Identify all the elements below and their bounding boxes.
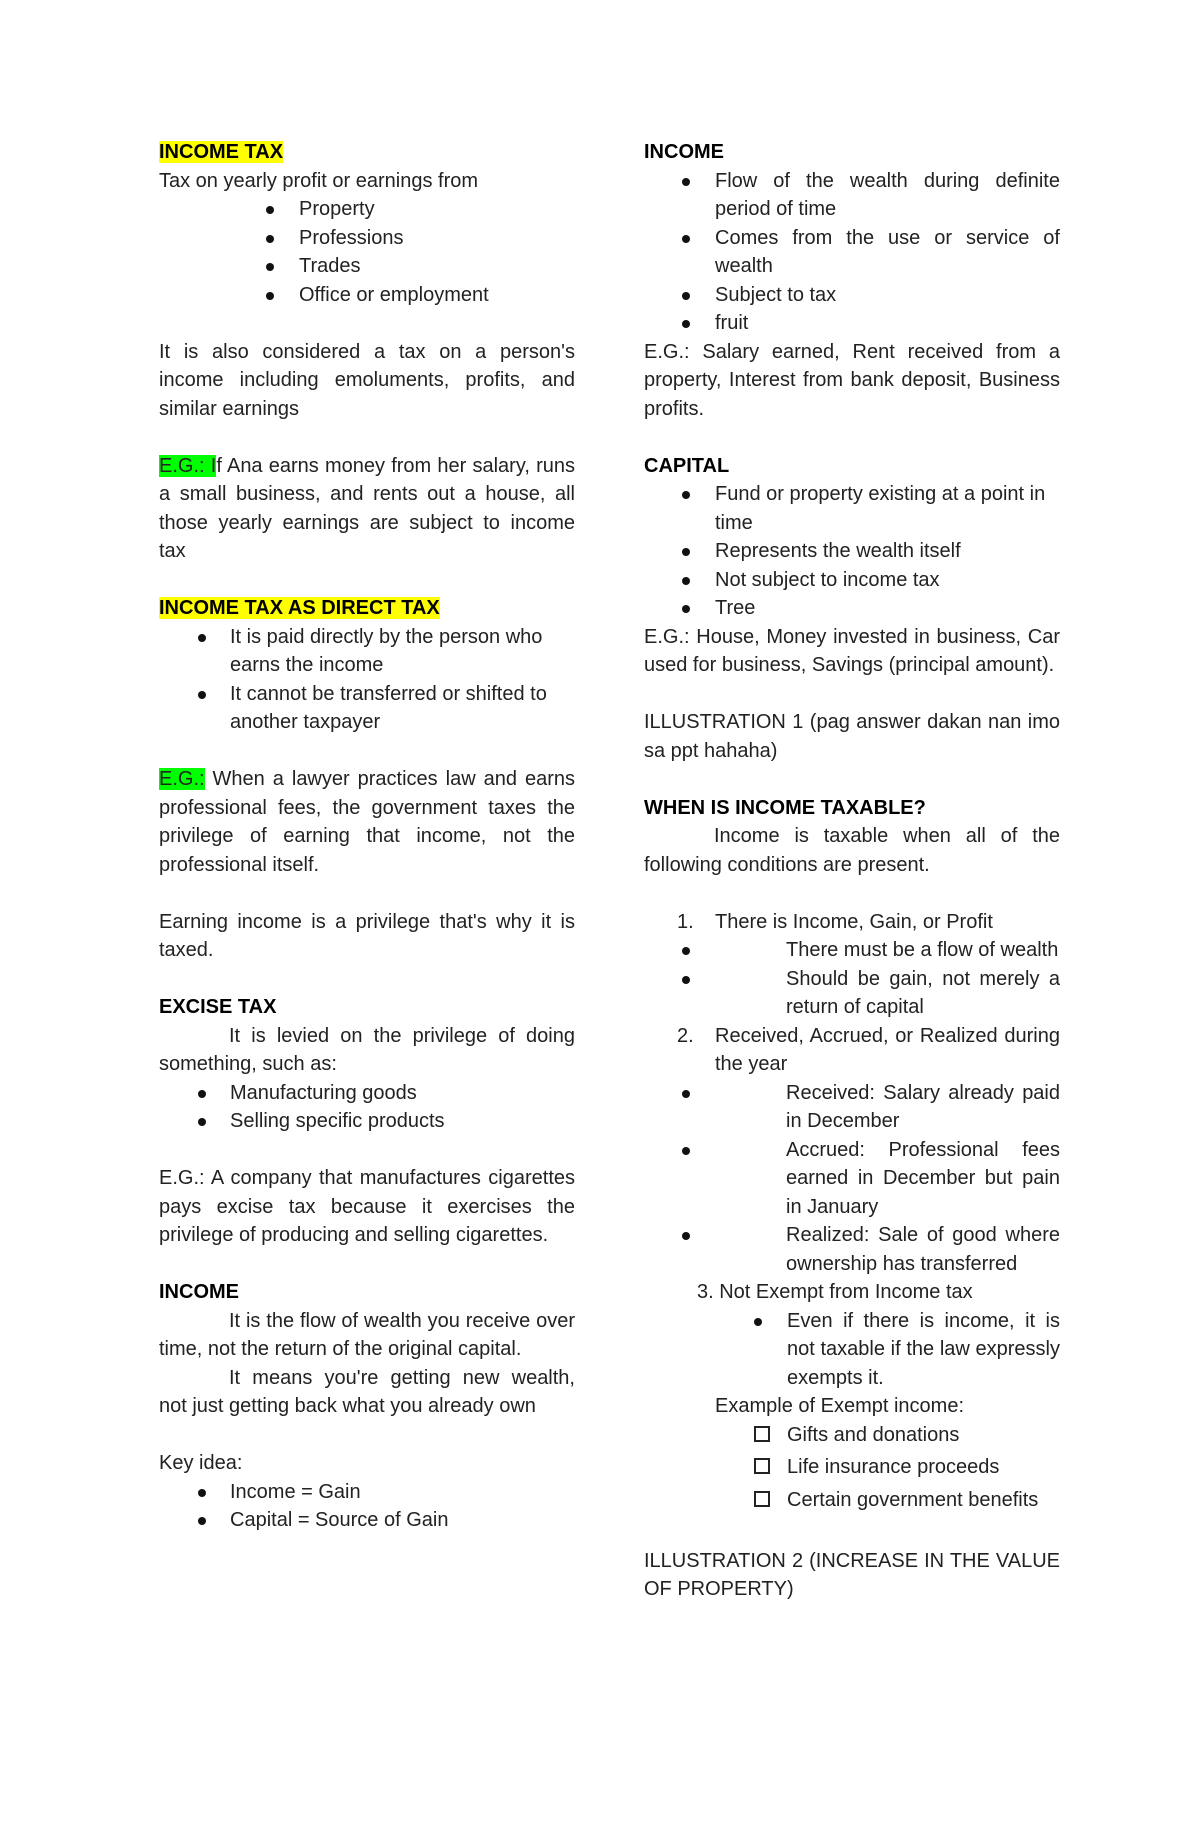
checkbox-icon [754,1426,770,1442]
list-item: Comes from the use or service of wealth [644,224,1060,281]
list-item: Office or employment [159,281,575,310]
example-paragraph: E.G.: When a lawyer practices law and earns professional fees, the government taxes the privilege of earning that income, not the professional itself. [159,768,575,876]
list-item: Income = Gain [159,1478,575,1507]
bullet-list [644,1079,1060,1279]
list-item: Accrued: Professional fees earned in December but pain in January [644,1136,1060,1222]
example-label: E.G.: [159,768,205,790]
list-item: Manufacturing goods [159,1079,575,1108]
bullet-list [159,195,575,309]
checkbox-icon [754,1458,770,1474]
condition-item: 3. Not Exempt from Income tax [697,1281,973,1303]
section-heading: EXCISE TAX [159,996,277,1018]
list-item: Trades [159,252,575,281]
checkbox-item: Life insurance proceeds [644,1453,1060,1482]
list-item: It is paid directly by the person who earns the income [159,623,575,680]
paragraph: Earning income is a privilege that's why it is taxed. [159,910,575,961]
condition-item: 1. There is Income, Gain, or Profit There must be a flow of wealth Should be gain, not merely a return of capital [644,908,1060,1022]
illustration-note: ILLUSTRATION 2 (INCREASE IN THE VALUE OF PROPERTY) [644,1549,1060,1600]
list-item: Professions [159,224,575,253]
checkbox-item: Certain government benefits [644,1486,1060,1515]
paragraph: It is the flow of wealth you receive over time, not the return of the original capital. [159,1309,575,1360]
condition-item: 2. Received, Accrued, or Realized during the year Received: Salary already paid in December Accrued: Professional fees earned in December but pain in January Realized: Sale of good where ownership has transferred [644,1022,1060,1279]
list-item: It cannot be transferred or shifted to another taxpayer [159,680,575,737]
list-item: Capital = Source of Gain [159,1506,575,1535]
example-paragraph: E.G.: A company that manufactures cigarettes pays excise tax because it exercises the privilege of producing and selling cigarettes. [159,1167,575,1246]
checkbox-item: Gifts and donations [644,1421,1060,1450]
example-paragraph: E.G.: House, Money invested in business, Car used for business, Savings (principal amount). [644,625,1060,676]
list-item: There must be a flow of wealth [644,936,1060,965]
list-item: Should be gain, not merely a return of capital [644,965,1060,1022]
section-heading: INCOME TAX [159,141,284,163]
exempt-income-label: Example of Exempt income: [715,1395,964,1417]
illustration-note: ILLUSTRATION 1 (pag answer dakan nan imo sa ppt hahaha) [644,711,1060,762]
checkbox-list [644,1421,1060,1515]
paragraph: It is levied on the privilege of doing something, such as: [159,1024,575,1075]
right-column [644,138,1060,1604]
key-idea-label: Key idea: [159,1452,243,1474]
bullet-list [644,1307,1060,1393]
numbered-list [644,908,1060,1279]
list-item: Received: Salary already paid in December [644,1079,1060,1136]
paragraph: It means you're getting new wealth, not just getting back what you already own [159,1366,575,1417]
section-heading: INCOME [644,141,724,163]
paragraph: Income is taxable when all of the following conditions are present. [644,825,1060,876]
list-item: Property [159,195,575,224]
bullet-list [644,480,1060,623]
bullet-list [644,167,1060,338]
example-label: E.G.: I [159,454,217,477]
list-item: Selling specific products [159,1107,575,1136]
example-paragraph: E.G.: If Ana earns money from her salary, runs a small business, and rents out a house, all those yearly earnings are subject to income tax [159,454,575,562]
section-heading: WHEN IS INCOME TAXABLE? [644,796,926,819]
list-item: Fund or property existing at a point in time [644,480,1060,537]
list-item: Not subject to income tax [644,566,1060,595]
left-column [159,138,575,1535]
bullet-list [159,1478,575,1535]
bullet-list [159,623,575,737]
list-item: fruit [644,309,1060,338]
list-item: Tree [644,594,1060,623]
paragraph: It is also considered a tax on a person's income including emoluments, profits, and similar earnings [159,340,575,420]
section-heading: CAPITAL [644,454,730,477]
bullet-list [159,1079,575,1136]
list-item: Flow of the wealth during definite period of time [644,167,1060,224]
bullet-list [644,936,1060,1022]
list-item: Realized: Sale of good where ownership has transferred [644,1221,1060,1278]
list-item: Even if there is income, it is not taxable if the law expressly exempts it. [644,1307,1060,1393]
example-paragraph: E.G.: Salary earned, Rent received from a property, Interest from bank deposit, Business profits. [644,340,1060,420]
checkbox-icon [754,1491,770,1507]
section-heading: INCOME TAX AS DIRECT TAX [159,597,440,619]
section-heading: INCOME [159,1281,239,1303]
list-item: Represents the wealth itself [644,537,1060,566]
list-item: Subject to tax [644,281,1060,310]
paragraph: Tax on yearly profit or earnings from [159,169,479,192]
